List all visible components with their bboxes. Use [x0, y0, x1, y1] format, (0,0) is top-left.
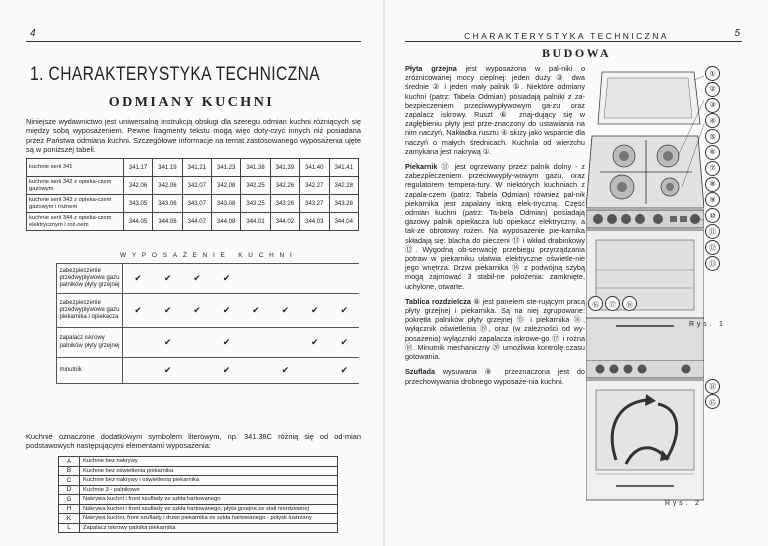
legend-letter: H — [59, 504, 80, 514]
paragraph-text: wysuwana ⑨ przeznaczona jest do przechowywania drobnego wyposaże-nia kuchni. — [405, 367, 585, 386]
legend-letter: B — [59, 466, 80, 476]
legend-text: Nakrywa kuchni i front szuflady ze szkła hartowanego, płyta grzejna ze stali nierdzewnej — [80, 504, 338, 514]
model-code: 344.03 — [300, 213, 329, 231]
feature-row — [26, 328, 359, 358]
paragraph-term: Szuflada — [405, 367, 436, 377]
callout-number: ② — [705, 82, 720, 97]
paragraph-term: Tablica rozdzielcza — [405, 296, 471, 306]
check-mark: ✔ — [153, 358, 182, 384]
legend-row — [59, 476, 338, 486]
series-label: kuchnie serii 343 z opieka-czem gazowym i rożnem — [27, 195, 124, 213]
check-mark: ✔ — [212, 264, 241, 294]
check-mark: ✔ — [212, 358, 241, 384]
check-mark: ✔ — [271, 358, 300, 384]
model-code: 342.06 — [153, 177, 182, 195]
figure-label-1: Rys. 1 — [689, 321, 726, 328]
series-row — [27, 213, 359, 231]
callout-number: ⑦ — [705, 161, 720, 176]
legend-text: Kuchnie 3 - palnikowe — [80, 485, 338, 495]
model-code: 343.08 — [212, 195, 241, 213]
feature-label: zabezpieczenie przedwypływowe gazu piekarnika i opiekacza — [57, 294, 123, 328]
legend-letter: K — [59, 514, 80, 524]
intro-paragraph: Niniejsze wydawnictwo jest uniwersalną instrukcją obsługi dla szeregu odmian kuchni różniących się między sobą wyposażeniem. Pewne fragmenty tekstu mogą więc doty-czyć innych niż posiadana przez Państwa odmiana kuchni. Szczegółowe informacje na temat zastosowanego wyposażenia ujęte są w poniższej tabeli. — [26, 117, 361, 155]
callout-number: ⑪ — [705, 224, 720, 239]
cooker-illustration-fig1 — [586, 70, 704, 370]
page-number-right: 5 — [734, 28, 740, 39]
check-mark: ✔ — [271, 294, 300, 328]
section-title: 1. CHARAKTERYSTYKA TECHNICZNA — [30, 64, 321, 85]
check-mark: ✔ — [330, 358, 360, 384]
model-code: 342.08 — [212, 177, 241, 195]
model-code: 344.04 — [329, 213, 359, 231]
empty-cell — [271, 264, 300, 294]
feature-row — [26, 294, 359, 328]
right-page — [385, 0, 768, 546]
header-rule-right — [405, 41, 742, 42]
left-page — [0, 0, 383, 546]
series-table — [26, 158, 359, 231]
feature-label: minutnik — [57, 358, 123, 384]
empty-cell — [182, 328, 211, 358]
running-head: CHARAKTERYSTYKA TECHNICZNA — [464, 31, 669, 41]
feature-spacer — [26, 328, 57, 358]
airflow-illustration-fig2 — [586, 360, 704, 505]
legend-row — [59, 504, 338, 514]
legend-text: Kuchnie bez nakrywy i oświetlenia piekarnika — [80, 476, 338, 486]
legend-row — [59, 495, 338, 505]
series-row — [27, 195, 359, 213]
model-code: 343.06 — [153, 195, 182, 213]
series-label: kuchnie serii 341 — [27, 159, 124, 177]
model-code: 341.40 — [300, 159, 329, 177]
legend-text: Nakrywa kuchni i front szuflady ze szkła hartowanego — [80, 495, 338, 505]
callout-number: ⑨ — [705, 192, 720, 207]
check-mark: ✔ — [153, 264, 182, 294]
callout-number: ⑧ — [705, 177, 720, 192]
legend-letter: D — [59, 485, 80, 495]
model-code: 342.27 — [300, 177, 329, 195]
series-label: kuchnie serii 342 z opieka-czem gazowym — [27, 177, 124, 195]
model-code: 344.01 — [241, 213, 270, 231]
model-code: 343.27 — [300, 195, 329, 213]
legend-letter: C — [59, 476, 80, 486]
legend-row — [59, 514, 338, 524]
feature-row — [26, 264, 359, 294]
model-code: 341.23 — [212, 159, 241, 177]
check-mark: ✔ — [212, 294, 241, 328]
callout-number: ⑰ — [605, 296, 620, 311]
feature-spacer — [26, 294, 57, 328]
description-column — [405, 64, 585, 392]
check-mark: ✔ — [212, 328, 241, 358]
letter-legend-table — [58, 456, 338, 533]
callout-number: ⑫ — [705, 240, 720, 255]
series-row — [27, 159, 359, 177]
check-mark: ✔ — [123, 264, 153, 294]
callout-number: ⑭ — [705, 379, 720, 394]
model-code: 344.08 — [212, 213, 241, 231]
empty-cell — [241, 328, 270, 358]
check-mark: ✔ — [330, 328, 360, 358]
check-mark: ✔ — [182, 294, 211, 328]
budowa-heading: BUDOWA — [541, 46, 611, 60]
feature-row — [26, 358, 359, 384]
model-code: 342.25 — [241, 177, 270, 195]
bottom-callouts — [588, 296, 637, 312]
callout-number: ③ — [705, 98, 720, 113]
callout-number: ⑬ — [705, 256, 720, 271]
model-code: 344.02 — [270, 213, 299, 231]
legend-text: Nakrywa kuchni, front szuflady i drzwi piekarnika ze szkła hartowanego - połysk lustrzany — [80, 514, 338, 524]
callout-number: ⑤ — [705, 129, 720, 144]
model-code: 341.19 — [153, 159, 182, 177]
figure-label-2: Rys. 2 — [665, 500, 702, 507]
empty-cell — [241, 264, 270, 294]
model-code: 342.26 — [270, 177, 299, 195]
feature-label: zapalacz iskrowy palników płyty grzejnej — [57, 328, 123, 358]
description-paragraph — [405, 367, 585, 385]
model-code: 342.06 — [123, 177, 152, 195]
model-code: 343.07 — [182, 195, 211, 213]
model-code: 342.28 — [329, 177, 359, 195]
callout-number: ⑮ — [705, 394, 720, 409]
check-mark: ✔ — [241, 294, 270, 328]
model-code: 344.05 — [123, 213, 152, 231]
check-mark: ✔ — [123, 294, 153, 328]
model-code: 344.07 — [182, 213, 211, 231]
paragraph-text: ⑪ jest ogrzewany przez palnik dolny - z zabezpieczeniem przeciwwypły-wowym gazu, oraz regulatorem tempera-tury. W niektórych kuchniach z zapala-czem (patrz: Tabela Odmian) również pal-nik piekarnika jest zapalany iskrą elek-tryczną. Część odmian kuchni (patrz: Ta-bela Odmian) posiadają gazowy palnik opiekacza lub opiekacz elektryczny, a tak-że obrotowy rożen. Na wyposażenie pie-karnika składają się: blacha do pieczeni ⑬ i wkład drabinkowy ⑫. Wygodną ob-serwację przebiegu przyrządzania potraw w piekarniku ułatwia elektryczne oświetle-nie jego wnętrza. Drzwi piekarnika ⑭ z podwójną szybą mogą zajmować 3 stabil-ne położenia: zamknięte, uchylone, otwarte. — [405, 162, 585, 291]
callout-number: ⑩ — [705, 208, 720, 223]
empty-cell — [123, 328, 153, 358]
model-code: 343.28 — [329, 195, 359, 213]
page-number-left: 4 — [30, 28, 36, 39]
feature-label: zabezpieczenie przedwypływowe gazu palników płyty grzejnej — [57, 264, 123, 294]
callout-number: ① — [705, 66, 720, 81]
empty-cell — [182, 358, 211, 384]
check-mark: ✔ — [153, 328, 182, 358]
legend-text: Kuchnie bez nakrywy — [80, 457, 338, 467]
empty-cell — [123, 358, 153, 384]
model-code: 343.25 — [241, 195, 270, 213]
model-code: 341.21 — [182, 159, 211, 177]
note-paragraph: Kuchnie oznaczone dodatkowym symbolem literowym, np. 341.38C różnią się od od-mian podstawowych następującymi elementami wyposażenia: — [26, 432, 361, 451]
model-code: 344.06 — [153, 213, 182, 231]
paragraph-term: Piekarnik — [405, 162, 438, 172]
subtitle-odmiany: ODMIANY KUCHNI — [108, 95, 275, 110]
empty-cell — [300, 358, 329, 384]
legend-letter: L — [59, 523, 80, 533]
check-mark: ✔ — [300, 294, 329, 328]
check-mark: ✔ — [330, 294, 360, 328]
model-code: 341.41 — [329, 159, 359, 177]
model-code: 341.17 — [123, 159, 152, 177]
equipment-header: WYPOSAŻENIE KUCHNI — [120, 252, 298, 259]
model-code: 341.38 — [241, 159, 270, 177]
model-code: 341.39 — [270, 159, 299, 177]
feature-table — [26, 263, 359, 384]
header-rule-left — [26, 41, 361, 42]
check-mark: ✔ — [300, 328, 329, 358]
legend-letter: G — [59, 495, 80, 505]
paragraph-term: Płyta grzejna — [405, 64, 457, 73]
feature-spacer — [26, 264, 57, 294]
check-mark: ✔ — [182, 264, 211, 294]
series-row — [27, 177, 359, 195]
paragraph-text: jest wyposażona w pal-niki o zróżnicowanej mocy cieplnej: jeden duży ③ dwa średnie ② i jeden mały palnik ⑤. Niektóre odmiany kuchni (patrz: Tabela Odmian) posiadają palniki z za-bezpieczeniem przeciwwypływowym ga-zu oraz zapalacz iskrowy. Ruszt ⑥ znaj-dujący się w zagłębieniu płyty jest prze-znaczony do ustawiania na nim naczyń. Nakładka rusztu ④ służy jako wsparcie dla naczyń o małych średnicach. Kuchnia od wierzchu zamykana jest nakrywą ①. — [405, 64, 586, 156]
model-code: 342.07 — [182, 177, 211, 195]
description-paragraph — [405, 162, 585, 291]
feature-spacer — [26, 358, 57, 384]
description-paragraph — [405, 64, 585, 156]
check-mark: ✔ — [153, 294, 182, 328]
callout-number: ⑱ — [622, 296, 637, 311]
callout-number: ④ — [705, 113, 720, 128]
callout-number: ⑯ — [588, 296, 603, 311]
legend-row — [59, 466, 338, 476]
legend-row — [59, 485, 338, 495]
legend-row — [59, 523, 338, 533]
empty-cell — [300, 264, 329, 294]
legend-row — [59, 457, 338, 467]
model-code: 343.26 — [270, 195, 299, 213]
model-code: 343.05 — [123, 195, 152, 213]
empty-cell — [271, 328, 300, 358]
description-paragraph — [405, 297, 585, 361]
callout-number: ⑥ — [705, 145, 720, 160]
paragraph-text: ⑧ jest panelem ste-rującym pracą płyty grzejnej i piekarnika. Są na niej zgrupowane: pokrętła palników płyty grzejnej ⑮ i piekarnika ⑯, wyłącznik oświetlenia ⑲, oraz (w zależności od wy-posażenia) wyłączniki zapalacza iskrowe-go ⑰ i rożna ⑱. Minutnik mechaniczny ⑳ umożliwia kontrolę czasu gotowania. — [405, 296, 586, 362]
legend-letter: A — [59, 457, 80, 467]
legend-text: Kuchnie bez oświetlenia piekarnika — [80, 466, 338, 476]
empty-cell — [241, 358, 270, 384]
empty-cell — [330, 264, 360, 294]
legend-text: Zapalacz iskrowy palnika piekarnika — [80, 523, 338, 533]
callout-number-list — [705, 66, 723, 410]
series-label: kuchnie serii 344 z opieka-czem elektrycznym i roż-nem — [27, 213, 124, 231]
